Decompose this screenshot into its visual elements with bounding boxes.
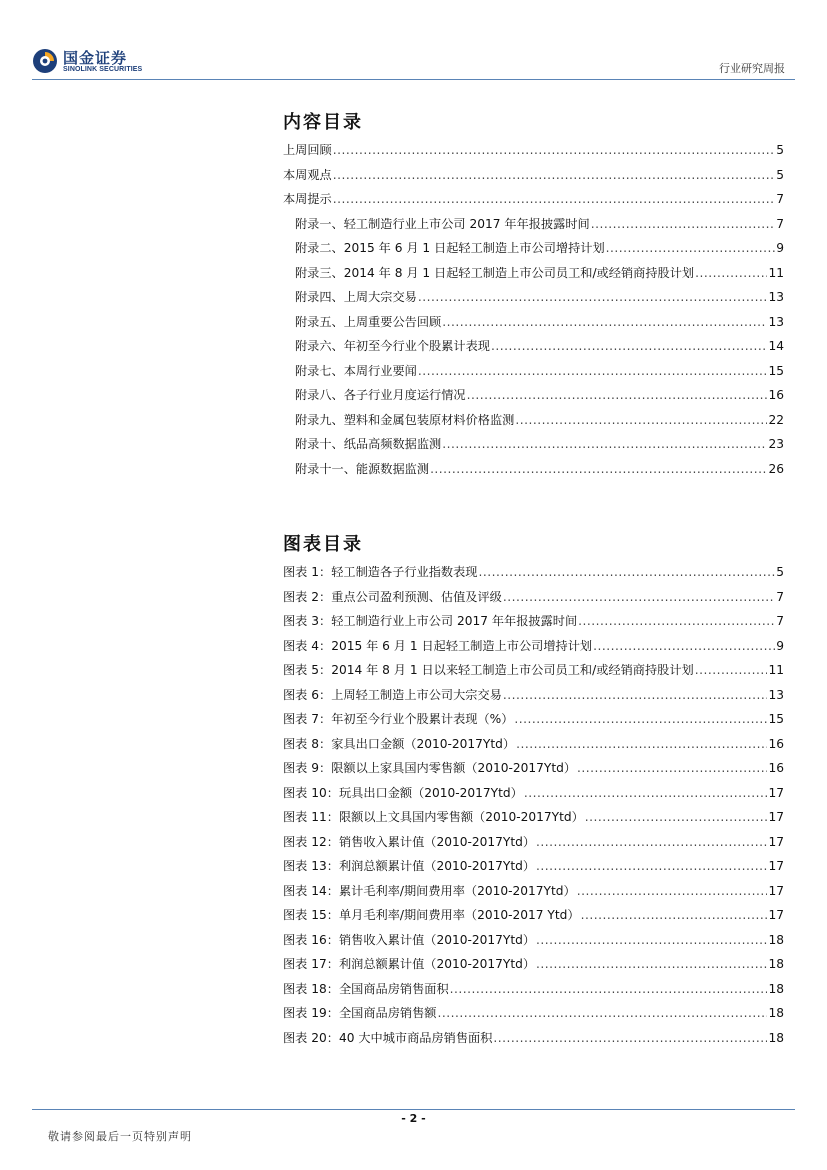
toc-entry-page: 15 bbox=[768, 363, 784, 378]
toc-entry-label: 本周观点 bbox=[283, 167, 332, 182]
toc-entry-label: 附录六、年初至今行业个股累计表现 bbox=[295, 339, 490, 353]
toc-leader-dots bbox=[578, 614, 775, 628]
figure-entry[interactable] bbox=[283, 735, 784, 760]
figure-entry-label: 图表 12：销售收入累计值（2010-2017Ytd） bbox=[283, 834, 536, 849]
toc-leader-dots bbox=[437, 1006, 767, 1020]
toc-entry-label: 附录十一、能源数据监测 bbox=[295, 461, 430, 476]
figure-entry[interactable] bbox=[283, 563, 784, 588]
toc-entry[interactable] bbox=[283, 411, 784, 436]
toc-entry-label: 附录四、上周大宗交易 bbox=[295, 290, 417, 304]
toc-entry[interactable] bbox=[283, 166, 784, 191]
figure-entry-page: 15 bbox=[768, 712, 784, 726]
toc-leader-dots bbox=[577, 761, 767, 775]
figure-entry[interactable] bbox=[283, 686, 784, 711]
figure-entry[interactable] bbox=[283, 906, 784, 931]
figure-entry[interactable] bbox=[283, 612, 784, 637]
figure-entry-page: 17 bbox=[768, 883, 784, 898]
toc-leader-dots bbox=[593, 639, 775, 653]
figure-entry-label: 图表 20：40 大中城市商品房销售面积 bbox=[283, 1030, 493, 1045]
figure-entry-label: 图表 17：利润总额累计值（2010-2017Ytd） bbox=[283, 957, 536, 971]
toc-leader-dots bbox=[514, 712, 767, 726]
figure-entry-page: 18 bbox=[768, 981, 784, 996]
figure-entry-page: 16 bbox=[768, 761, 784, 775]
figure-entry[interactable] bbox=[283, 661, 784, 686]
figure-entry-page: 7 bbox=[776, 589, 784, 604]
toc-entry[interactable] bbox=[283, 313, 784, 338]
toc-entry-page: 5 bbox=[776, 167, 784, 182]
toc-leader-dots bbox=[442, 437, 767, 451]
figure-entry[interactable] bbox=[283, 931, 784, 956]
toc-leader-dots bbox=[536, 933, 767, 947]
toc-leader-dots bbox=[536, 859, 767, 873]
toc-leader-dots bbox=[467, 388, 768, 402]
toc-entry[interactable] bbox=[283, 190, 784, 215]
toc-entry[interactable] bbox=[283, 264, 784, 289]
page-number: - 2 - bbox=[401, 1112, 426, 1125]
toc-entry[interactable] bbox=[283, 435, 784, 460]
figure-entry[interactable] bbox=[283, 1029, 784, 1054]
figure-entry[interactable] bbox=[283, 857, 784, 882]
toc-entry[interactable] bbox=[283, 239, 784, 264]
figure-entry-page: 9 bbox=[776, 638, 784, 653]
figure-entry[interactable] bbox=[283, 833, 784, 858]
toc-leader-dots bbox=[585, 810, 768, 824]
toc-entry-page: 13 bbox=[768, 314, 784, 329]
toc-entry-page: 14 bbox=[768, 339, 784, 353]
figure-entry-label: 图表 11：限额以上文具国内零售额（2010-2017Ytd） bbox=[283, 810, 584, 824]
figure-entry-page: 16 bbox=[768, 736, 784, 751]
toc-entry[interactable] bbox=[283, 362, 784, 387]
toc-entry[interactable] bbox=[283, 386, 784, 411]
figure-entry-page: 17 bbox=[768, 834, 784, 849]
toc-entry[interactable] bbox=[283, 215, 784, 240]
toc-entry[interactable] bbox=[283, 141, 784, 166]
figure-entry-label: 图表 5：2014 年 8 月 1 日以来轻工制造上市公司员工和/或经销商持股计划 bbox=[283, 663, 694, 677]
figure-entry-label: 图表 10：玩具出口金额（2010-2017Ytd） bbox=[283, 785, 523, 800]
header-divider bbox=[32, 79, 795, 80]
figure-entry-label: 图表 1：轻工制造各子行业指数表现 bbox=[283, 565, 478, 579]
figure-entry-label: 图表 16：销售收入累计值（2010-2017Ytd） bbox=[283, 932, 536, 947]
figure-entry[interactable] bbox=[283, 588, 784, 613]
figure-entry[interactable] bbox=[283, 808, 784, 833]
figure-entry-label: 图表 14：累计毛利率/期间费用率（2010-2017Ytd） bbox=[283, 883, 576, 898]
figure-entry-label: 图表 18：全国商品房销售面积 bbox=[283, 981, 449, 996]
toc-leader-dots bbox=[491, 339, 767, 353]
figure-entry-page: 17 bbox=[768, 859, 784, 873]
toc-leader-dots bbox=[442, 315, 767, 329]
logo-english-name: SINOLINK SECURITIES bbox=[63, 66, 143, 73]
figure-entry-label: 图表 9：限额以上家具国内零售额（2010-2017Ytd） bbox=[283, 761, 577, 775]
toc-entry-label: 附录十、纸品高频数据监测 bbox=[295, 437, 442, 451]
toc-leader-dots bbox=[581, 908, 768, 922]
toc-entry[interactable] bbox=[283, 337, 784, 362]
toc-entry-page: 11 bbox=[768, 265, 784, 280]
toc-leader-dots bbox=[333, 168, 775, 182]
figure-entry-page: 18 bbox=[768, 957, 784, 971]
figure-entry-page: 7 bbox=[776, 614, 784, 628]
page-header bbox=[0, 0, 827, 82]
figure-entry-label: 图表 8：家具出口金额（2010-2017Ytd） bbox=[283, 736, 516, 751]
figure-entry-page: 17 bbox=[768, 908, 784, 922]
figure-entry-label: 图表 4：2015 年 6 月 1 日起轻工制造上市公司增持计划 bbox=[283, 638, 593, 653]
toc-leader-dots bbox=[333, 192, 775, 206]
toc-entry-label: 附录七、本周行业要闻 bbox=[295, 363, 417, 378]
toc-entry-label: 附录八、各子行业月度运行情况 bbox=[295, 388, 466, 402]
toc-leader-dots bbox=[695, 266, 767, 280]
toc-entry-page: 5 bbox=[776, 143, 784, 157]
toc-entry-page: 13 bbox=[768, 290, 784, 304]
toc-leader-dots bbox=[577, 884, 768, 898]
figure-entry-label: 图表 3：轻工制造行业上市公司 2017 年年报披露时间 bbox=[283, 614, 578, 628]
toc-entry-label: 上周回顾 bbox=[283, 143, 332, 157]
toc-leader-dots bbox=[606, 241, 776, 255]
figure-entry-page: 17 bbox=[768, 810, 784, 824]
figure-entry[interactable] bbox=[283, 784, 784, 809]
figures-title: 图表目录 bbox=[283, 534, 363, 555]
figure-entry-page: 18 bbox=[768, 1006, 784, 1020]
toc-entry[interactable] bbox=[283, 288, 784, 313]
toc-entry-page: 16 bbox=[768, 388, 784, 402]
toc-leader-dots bbox=[516, 737, 767, 751]
toc-entry-page: 22 bbox=[768, 412, 784, 427]
logo-chinese-name: 国金证券 bbox=[63, 49, 128, 67]
report-type-label: 行业研究周报 bbox=[719, 62, 785, 75]
figure-entry[interactable] bbox=[283, 637, 784, 662]
toc-leader-dots bbox=[524, 786, 768, 800]
toc-entry-label: 附录三、2014 年 8 月 1 日起轻工制造上市公司员工和/或经销商持股计划 bbox=[295, 265, 695, 280]
figure-entry-page: 18 bbox=[768, 1030, 784, 1045]
toc-leader-dots bbox=[536, 835, 767, 849]
toc-entry-page: 23 bbox=[768, 437, 784, 451]
toc-entry-label: 附录一、轻工制造行业上市公司 2017 年年报披露时间 bbox=[295, 216, 590, 231]
toc-leader-dots bbox=[503, 590, 775, 604]
toc-entry-label: 本周提示 bbox=[283, 192, 332, 206]
toc-entry[interactable] bbox=[283, 460, 784, 485]
figure-entry[interactable] bbox=[283, 759, 784, 784]
toc-entry-page: 7 bbox=[776, 192, 784, 206]
toc-leader-dots bbox=[591, 217, 776, 231]
figure-entry[interactable] bbox=[283, 710, 784, 735]
toc-entry-page: 7 bbox=[776, 216, 784, 231]
toc-leader-dots bbox=[478, 565, 775, 579]
toc-entry-label: 附录九、塑料和金属包装原材料价格监测 bbox=[295, 412, 515, 427]
company-logo bbox=[32, 46, 162, 78]
figure-entry-label: 图表 13：利润总额累计值（2010-2017Ytd） bbox=[283, 859, 536, 873]
toc-leader-dots bbox=[536, 957, 767, 971]
toc-leader-dots bbox=[450, 982, 768, 996]
toc-leader-dots bbox=[493, 1031, 767, 1045]
figure-entry-label: 图表 6：上周轻工制造上市公司大宗交易 bbox=[283, 687, 502, 702]
figure-entry[interactable] bbox=[283, 1004, 784, 1029]
toc-entry-page: 9 bbox=[776, 241, 784, 255]
figure-entry-page: 11 bbox=[768, 663, 784, 677]
figure-entry-label: 图表 7：年初至今行业个股累计表现（%） bbox=[283, 712, 514, 726]
contents-list bbox=[283, 141, 784, 484]
toc-entry-label: 附录二、2015 年 6 月 1 日起轻工制造上市公司增持计划 bbox=[295, 241, 605, 255]
toc-entry-page: 26 bbox=[768, 461, 784, 476]
footer-divider bbox=[32, 1109, 795, 1110]
figure-entry-page: 18 bbox=[768, 932, 784, 947]
figure-entry-label: 图表 2：重点公司盈利预测、估值及评级 bbox=[283, 589, 502, 604]
contents-title: 内容目录 bbox=[283, 112, 363, 133]
toc-leader-dots bbox=[418, 364, 768, 378]
toc-leader-dots bbox=[503, 688, 768, 702]
toc-leader-dots bbox=[515, 413, 767, 427]
figure-entry[interactable] bbox=[283, 980, 784, 1005]
figure-entry-label: 图表 19：全国商品房销售额 bbox=[283, 1006, 437, 1020]
figures-list bbox=[283, 563, 784, 1053]
disclaimer-text: 敬请参阅最后一页特别声明 bbox=[48, 1130, 192, 1143]
figure-entry[interactable] bbox=[283, 882, 784, 907]
figure-entry-page: 17 bbox=[768, 785, 784, 800]
figure-entry-label: 图表 15：单月毛利率/期间费用率（2010-2017 Ytd） bbox=[283, 908, 580, 922]
toc-leader-dots bbox=[430, 462, 767, 476]
toc-leader-dots bbox=[333, 143, 775, 157]
toc-entry-label: 附录五、上周重要公告回顾 bbox=[295, 314, 442, 329]
figure-entry-page: 5 bbox=[776, 565, 784, 579]
figure-entry-page: 13 bbox=[768, 687, 784, 702]
toc-leader-dots bbox=[418, 290, 768, 304]
toc-leader-dots bbox=[695, 663, 768, 677]
sinolink-logo-icon bbox=[32, 48, 58, 74]
figure-entry[interactable] bbox=[283, 955, 784, 980]
